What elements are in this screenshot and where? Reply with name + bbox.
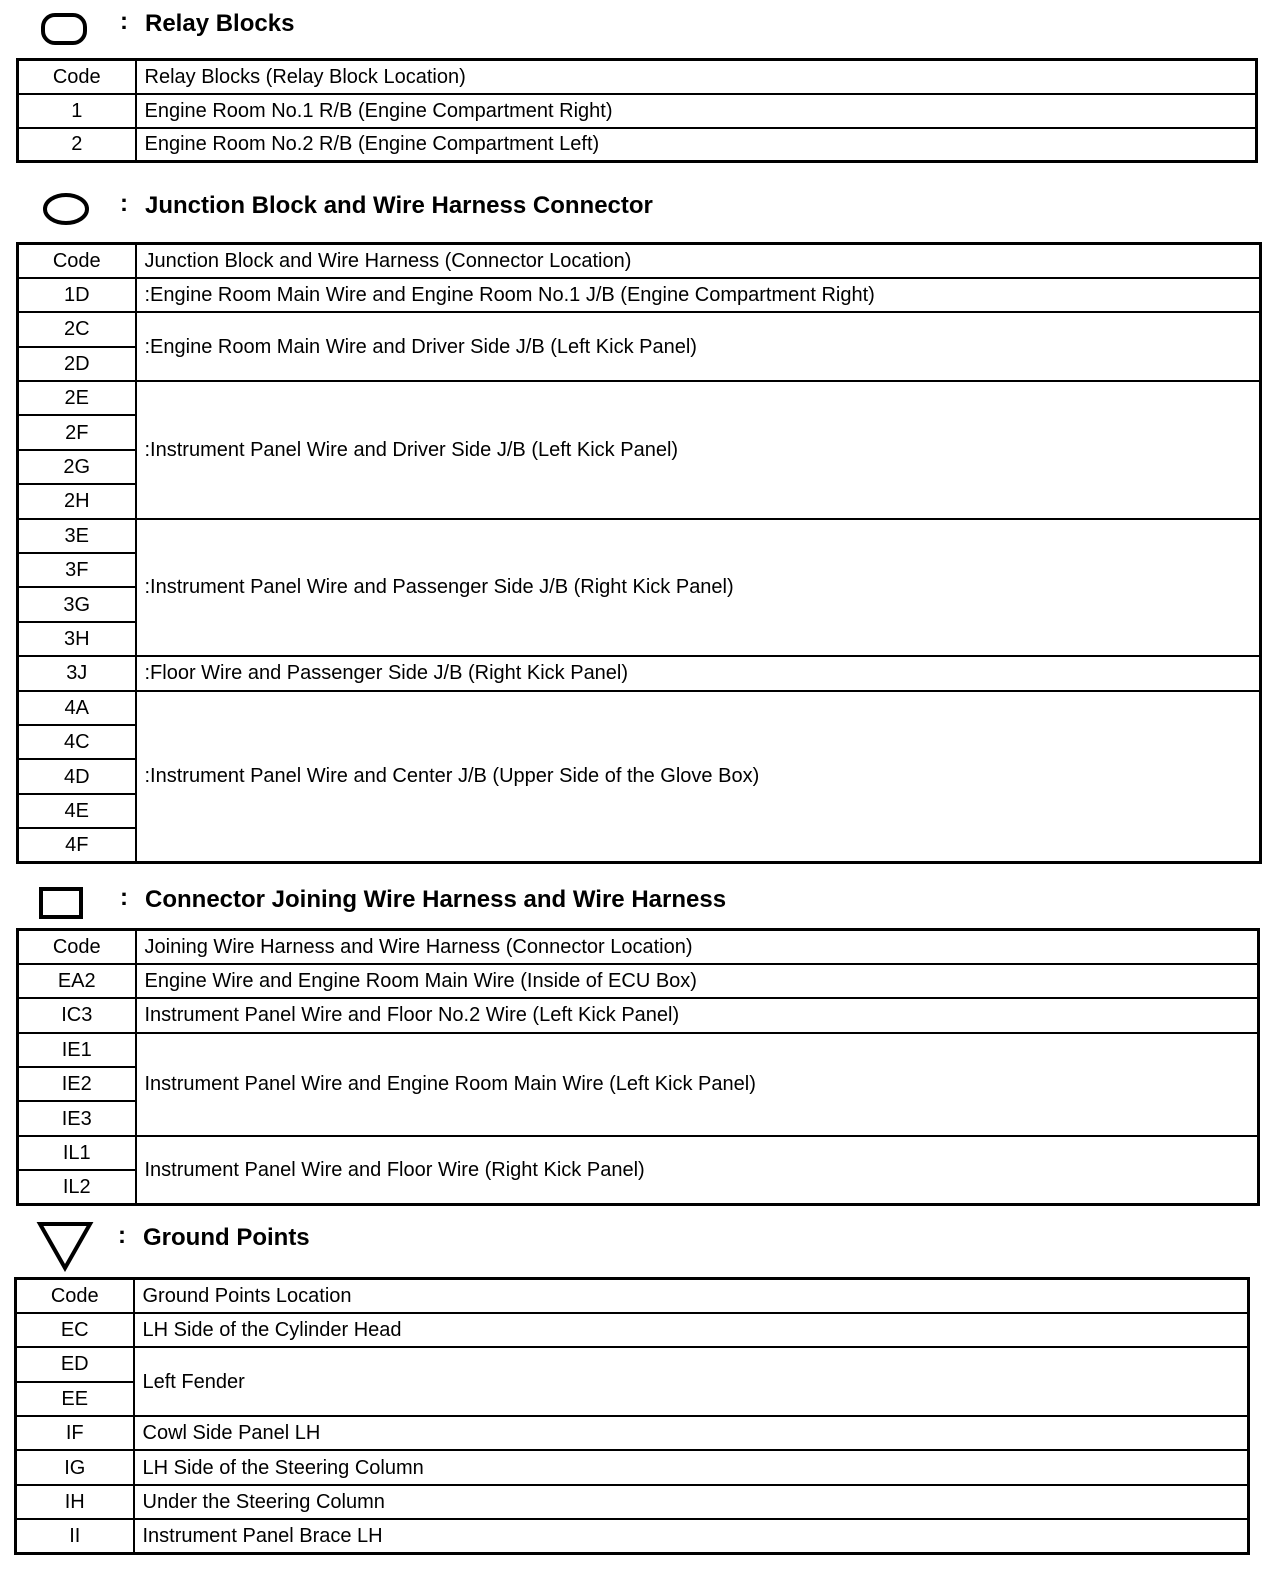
- table-row: [18, 94, 1257, 128]
- code-cell: 4E: [18, 794, 136, 828]
- code-cell: 2D: [18, 347, 136, 381]
- column-header-location: Ground Points Location: [134, 1279, 1249, 1313]
- location-cell: Instrument Panel Wire and Floor No.2 Wire (Left Kick Panel): [136, 998, 1259, 1032]
- table-header-row: [16, 1279, 1249, 1313]
- location-cell: Cowl Side Panel LH: [134, 1416, 1249, 1450]
- ground-point-symbol-icon: [36, 1220, 94, 1272]
- location-cell: Under the Steering Column: [134, 1485, 1249, 1519]
- connector-joining-colon: :: [120, 884, 128, 911]
- table-row: [18, 1136, 1259, 1170]
- table-row: [18, 519, 1261, 553]
- junction-block-title: Junction Block and Wire Harness Connector: [145, 192, 653, 219]
- code-cell: 3G: [18, 587, 136, 621]
- code-cell: IH: [16, 1485, 134, 1519]
- location-cell: Engine Room No.1 R/B (Engine Compartment Right): [136, 94, 1257, 128]
- code-cell: 4A: [18, 691, 136, 725]
- location-cell: Instrument Panel Wire and Engine Room Main Wire (Left Kick Panel): [136, 1033, 1259, 1136]
- code-cell: 3E: [18, 519, 136, 553]
- relay-blocks-colon: :: [120, 8, 128, 35]
- table-row: [16, 1485, 1249, 1519]
- code-cell: 3F: [18, 553, 136, 587]
- location-cell: Instrument Panel Brace LH: [134, 1519, 1249, 1553]
- location-cell: :Instrument Panel Wire and Passenger Side J/B (Right Kick Panel): [136, 519, 1261, 657]
- location-cell: Engine Room No.2 R/B (Engine Compartment Left): [136, 128, 1257, 162]
- table-row: [18, 1033, 1259, 1067]
- relay-blocks-table: [16, 58, 1258, 163]
- ground-points-colon: :: [118, 1222, 126, 1249]
- column-header-code: Code: [18, 60, 136, 94]
- location-cell: :Engine Room Main Wire and Driver Side J/B (Left Kick Panel): [136, 312, 1261, 381]
- relay-blocks-header: [0, 4, 1280, 44]
- code-cell: EE: [16, 1382, 134, 1416]
- junction-block-colon: :: [120, 190, 128, 217]
- location-cell: :Instrument Panel Wire and Center J/B (Upper Side of the Glove Box): [136, 691, 1261, 863]
- code-cell: 2C: [18, 312, 136, 346]
- relay-blocks-title: Relay Blocks: [145, 10, 295, 37]
- connector-joining-header: [0, 880, 1280, 920]
- table-row: [18, 656, 1261, 690]
- column-header-location: Junction Block and Wire Harness (Connector Location): [136, 244, 1261, 278]
- code-cell: IL2: [18, 1170, 136, 1204]
- code-cell: 2E: [18, 381, 136, 415]
- code-cell: 4C: [18, 725, 136, 759]
- code-cell: EC: [16, 1313, 134, 1347]
- code-cell: IG: [16, 1450, 134, 1484]
- code-cell: IC3: [18, 998, 136, 1032]
- code-cell: 4D: [18, 759, 136, 793]
- table-row: [18, 998, 1259, 1032]
- table-row: [18, 691, 1261, 725]
- code-cell: ED: [16, 1347, 134, 1381]
- code-cell: IE3: [18, 1101, 136, 1135]
- table-row: [16, 1347, 1249, 1381]
- code-cell: 2F: [18, 415, 136, 449]
- table-row: [16, 1416, 1249, 1450]
- connector-joining-symbol-icon: [38, 886, 84, 920]
- code-cell: 1D: [18, 278, 136, 312]
- code-cell: 2H: [18, 484, 136, 518]
- column-header-location: Relay Blocks (Relay Block Location): [136, 60, 1257, 94]
- code-cell: 4F: [18, 828, 136, 862]
- location-cell: Left Fender: [134, 1347, 1249, 1416]
- connector-joining-table: [16, 928, 1260, 1206]
- column-header-code: Code: [16, 1279, 134, 1313]
- table-row: [18, 312, 1261, 346]
- table-header-row: [18, 244, 1261, 278]
- table-row: [18, 278, 1261, 312]
- junction-block-table: [16, 242, 1262, 864]
- location-cell: :Engine Room Main Wire and Engine Room No.1 J/B (Engine Compartment Right): [136, 278, 1261, 312]
- table-header-row: [18, 60, 1257, 94]
- column-header-location: Joining Wire Harness and Wire Harness (Connector Location): [136, 930, 1259, 964]
- junction-block-header: [0, 186, 1280, 226]
- code-cell: EA2: [18, 964, 136, 998]
- location-cell: Engine Wire and Engine Room Main Wire (Inside of ECU Box): [136, 964, 1259, 998]
- code-cell: IE2: [18, 1067, 136, 1101]
- code-cell: IE1: [18, 1033, 136, 1067]
- location-cell: :Instrument Panel Wire and Driver Side J/B (Left Kick Panel): [136, 381, 1261, 519]
- relay-block-symbol-icon: [40, 12, 88, 46]
- table-row: [16, 1519, 1249, 1553]
- location-cell: LH Side of the Cylinder Head: [134, 1313, 1249, 1347]
- table-header-row: [18, 930, 1259, 964]
- junction-block-symbol-icon: [42, 192, 90, 226]
- location-cell: Instrument Panel Wire and Floor Wire (Right Kick Panel): [136, 1136, 1259, 1205]
- table-row: [16, 1450, 1249, 1484]
- code-cell: IF: [16, 1416, 134, 1450]
- column-header-code: Code: [18, 244, 136, 278]
- table-row: [16, 1313, 1249, 1347]
- code-cell: 2G: [18, 450, 136, 484]
- table-row: [18, 381, 1261, 415]
- connector-joining-title: Connector Joining Wire Harness and Wire Harness: [145, 886, 727, 913]
- column-header-code: Code: [18, 930, 136, 964]
- code-cell: 3H: [18, 622, 136, 656]
- code-cell: IL1: [18, 1136, 136, 1170]
- table-row: [18, 964, 1259, 998]
- table-row: [18, 128, 1257, 162]
- code-cell: 2: [18, 128, 136, 162]
- location-cell: LH Side of the Steering Column: [134, 1450, 1249, 1484]
- code-cell: 3J: [18, 656, 136, 690]
- ground-points-header: [0, 1218, 1280, 1258]
- code-cell: 1: [18, 94, 136, 128]
- ground-points-table: [14, 1277, 1250, 1555]
- ground-points-title: Ground Points: [143, 1224, 310, 1251]
- location-cell: :Floor Wire and Passenger Side J/B (Right Kick Panel): [136, 656, 1261, 690]
- code-cell: II: [16, 1519, 134, 1553]
